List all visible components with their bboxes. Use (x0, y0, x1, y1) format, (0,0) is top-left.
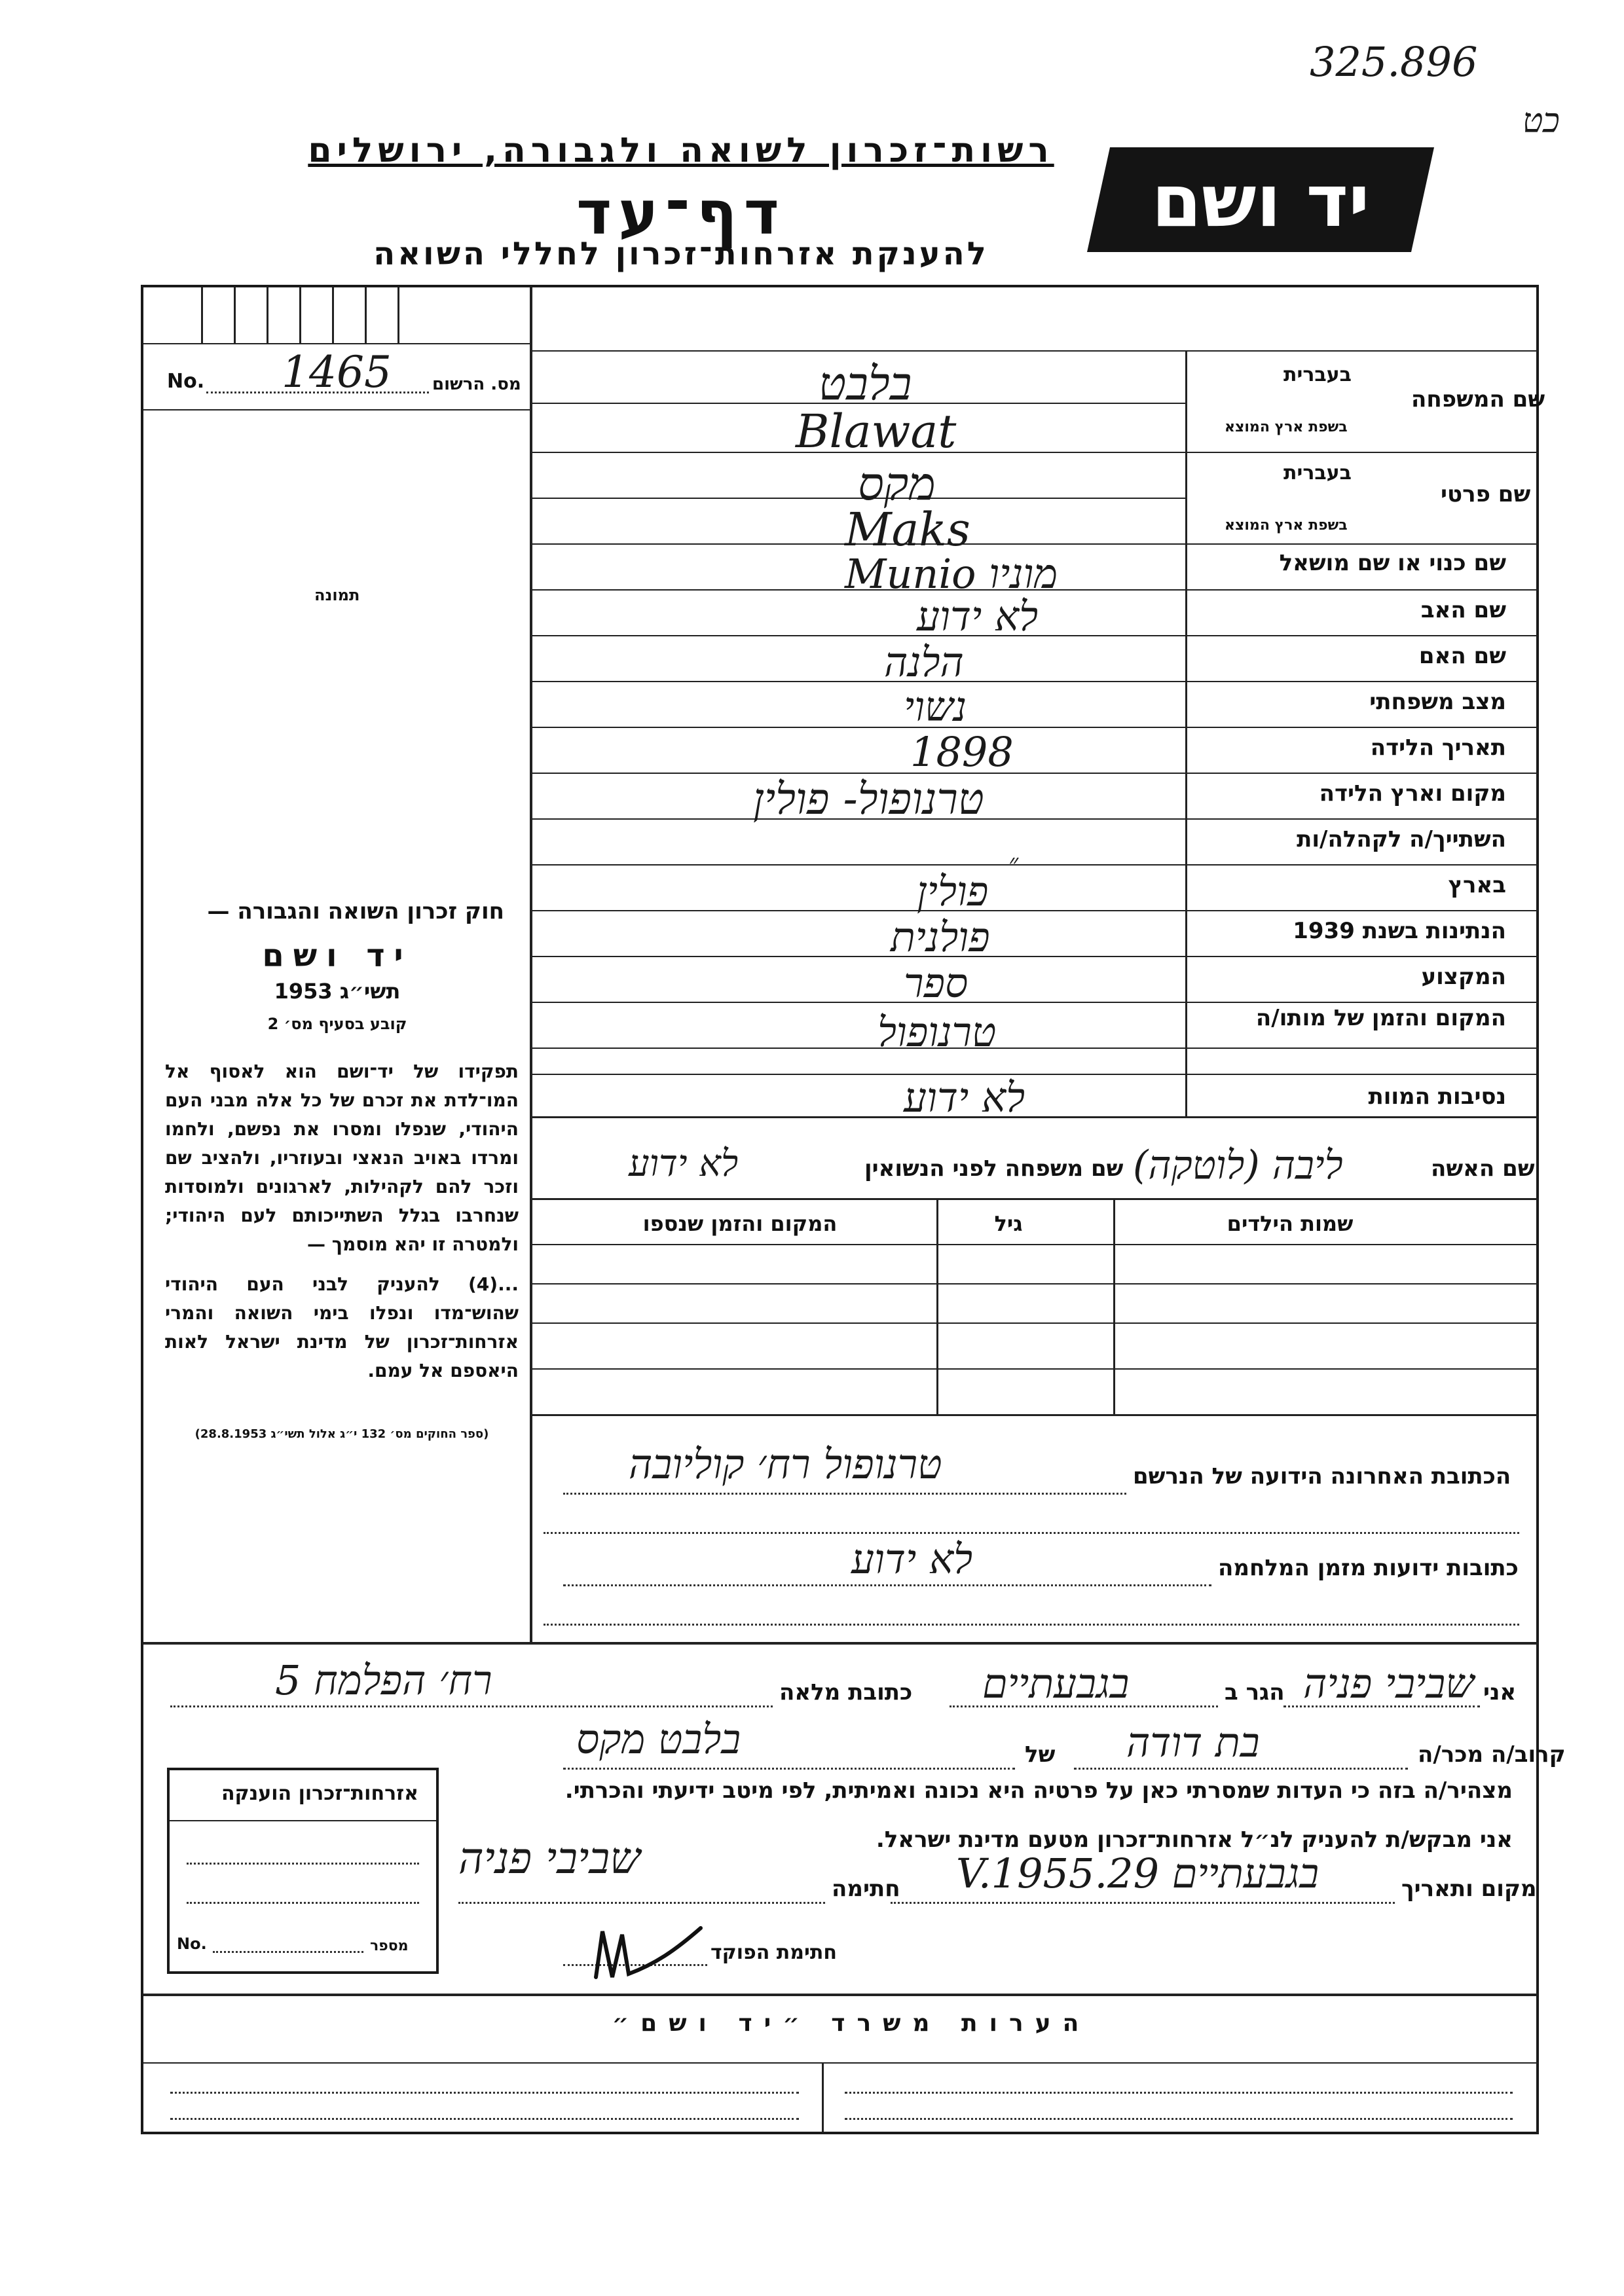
declarant-i-label: אני (1483, 1679, 1517, 1705)
yad-vashem-logo (1087, 147, 1434, 252)
father-name-value: לא ידוע (917, 592, 1039, 640)
law-title: חוק זכרון השואה והגבורה — (207, 898, 504, 924)
profession-label: המקצוע (1421, 964, 1506, 990)
mother-name-label: שם האם (1418, 643, 1506, 669)
form-title: דף־עד (576, 178, 786, 248)
first-name-origin-value: Maks (845, 503, 970, 556)
corner-mark: כט (1522, 101, 1560, 141)
wartime-addresses-label: כתובות ידועות מזמן המלחמה (1218, 1555, 1519, 1581)
logo-text: יד ושם (1151, 159, 1370, 243)
family-name-he-value: בלבט (819, 357, 912, 410)
maiden-name-value: לא ידוע (629, 1142, 739, 1185)
death-circumstances-value: לא ידוע (904, 1074, 1025, 1121)
resides-label: הגר ב (1225, 1679, 1285, 1705)
wartime-addresses-value: לא ידוע (851, 1535, 973, 1583)
registration-label-en: No. (167, 370, 205, 393)
officer-signature-label: חתימת הפוקד (710, 1941, 837, 1964)
family-name-hebrew-sub: בעברית (1283, 363, 1352, 386)
birth-place-label: מקום וארץ הלידה (1319, 780, 1506, 807)
family-name-origin-sub: בשפת ארץ המוצא (1225, 419, 1348, 435)
first-name-label: שם פרטי (1441, 481, 1531, 507)
request-text: אני מבקש/ת להעניק לנ״ל אזרחות־זכרון מטעם מדינת ישראל. (876, 1827, 1513, 1853)
declarant-name: שביבי פניה (1303, 1660, 1475, 1707)
community-value: ״ (1008, 848, 1019, 879)
signature-label: חתימה (832, 1876, 900, 1902)
declarant-of-name: בלבט מקס (576, 1715, 741, 1763)
declarant-signature: שביבי פניה (458, 1833, 640, 1884)
profession-value: ספר (904, 959, 969, 1007)
country-label: בארץ (1448, 872, 1506, 898)
first-name-origin-sub: בשפת ארץ המוצא (1225, 517, 1348, 534)
law-section: קובע בסעיף מס׳ 2 (267, 1015, 407, 1033)
death-place-value: טרנופול (877, 1008, 997, 1056)
declarant-city: בגבעתיים (982, 1660, 1130, 1707)
citizenship-number-label: מספר (370, 1938, 409, 1954)
citizenship-granted-title: אזרחות־זכרון הוענקה (221, 1782, 418, 1805)
family-name-label: שם המשפחה (1411, 386, 1545, 412)
registration-label: מס. הרשום (432, 374, 521, 394)
mother-name-value: הלנה (884, 638, 964, 686)
marital-status-value: נשוי (904, 683, 967, 731)
authority-name: רשות־זכרון לשואה ולגבורה, ירושלים (308, 131, 1054, 170)
first-name-hebrew-sub: בעברית (1283, 462, 1352, 484)
form-subtitle: להענקת אזרחות־זכרון לחללי השואה (373, 236, 989, 272)
death-place-label: המקום והזמן של מותו/ה (1255, 1005, 1506, 1031)
death-circumstances-label: נסיבות המוות (1368, 1084, 1506, 1110)
archive-number: 325.896 (1310, 38, 1478, 86)
last-address-label: הכתובת האחרונה הידועה של הנרשם (1133, 1463, 1511, 1489)
marital-status-label: מצב משפחתי (1369, 689, 1506, 715)
law-year: תשי״ג 1953 (274, 979, 401, 1004)
children-names-header: שמות הילדים (1227, 1211, 1354, 1236)
law-citation: (ספר החוקים מס׳ 132 י״ג אלול תשי״ג 28.8.1953) (194, 1427, 489, 1441)
law-text-1: תפקידו של יד־ושם הוא לאסוף אל המו־לדת את זכרם של כל אלה מבני העם היהודי, שנפלו ומסרו את נפשם, ולחמו ומרדו באויב הנאצי ובעוזריו, ולהציב שם וזכר להם לקהילות, לארגונים ולמוסדות שנחרבו בגלל השתייכותם לעם היהודי; ולמטרה זו יהא מוסמך — (165, 1061, 519, 1255)
father-name-label: שם האב (1420, 597, 1506, 623)
of-label: של (1025, 1741, 1056, 1768)
place-date-value: בגבעתיים 29.V.1955 (956, 1850, 1320, 1897)
birth-date-label: תאריך הלידה (1370, 735, 1506, 761)
officer-signature-mark (563, 1905, 720, 1990)
declaration-text: מצהיר/ה בזה כי העדות שמסרתי כאן על פרטיה היא נכונה ואמיתית, לפי מיטב ידיעתי והכרתי. (564, 1777, 1513, 1804)
birth-date-value: 1898 (910, 728, 1014, 776)
law-text-2: ...(4) להעניק לבני העם היהודי שהוש־מדו ונפלו בימי השואה והמרי אזרחות־זכרון של מדינת ישראל לאות היאספם אל עמם. (165, 1273, 519, 1381)
first-name-he-value: מקס (858, 457, 936, 511)
wife-name-label: שם האשה (1431, 1156, 1535, 1182)
relative-label: קרוב/ה מכר/ה (1418, 1741, 1566, 1768)
citizenship-1939-label: הנתינות בשנת 1939 (1293, 918, 1506, 944)
children-age-header: גיל (994, 1211, 1023, 1236)
full-address-label: כתובת מלאה (779, 1679, 913, 1705)
last-address-value: טרנופול רח׳ קוליובה (629, 1440, 942, 1488)
citizenship-number-en: No. (177, 1935, 207, 1953)
declarant-address: רח׳ הפלמח 5 (275, 1656, 492, 1704)
registration-number: 1465 (282, 347, 392, 397)
photo-label: תמונה (314, 586, 360, 604)
office-notes-title: הערות משרד ״יד ושם״ (612, 2010, 1091, 2037)
children-place-header: המקום והזמן שנספו (642, 1211, 838, 1236)
nickname-value: Munio מוניו (845, 550, 1058, 598)
code-boxes (143, 287, 530, 343)
law-name: יד ושם (262, 938, 413, 974)
maiden-name-label: שם משפחה לפני הנשואין (864, 1156, 1124, 1182)
birth-place-value: טרנופול- פולין (753, 774, 984, 824)
citizenship-1939-value: פולנית (891, 913, 990, 961)
declarant-relation: בת דודה (1126, 1719, 1260, 1766)
place-date-label: מקום ותאריך (1401, 1876, 1537, 1902)
community-label: השתייך/ה לקהלה/ות (1297, 826, 1506, 852)
nickname-label: שם כנוי או שם מושאל (1279, 550, 1506, 576)
wife-name-value: ליבה (לוטקה) (1133, 1142, 1343, 1188)
country-value: פולין (917, 867, 989, 915)
family-name-origin-value: Blawat (796, 405, 957, 458)
